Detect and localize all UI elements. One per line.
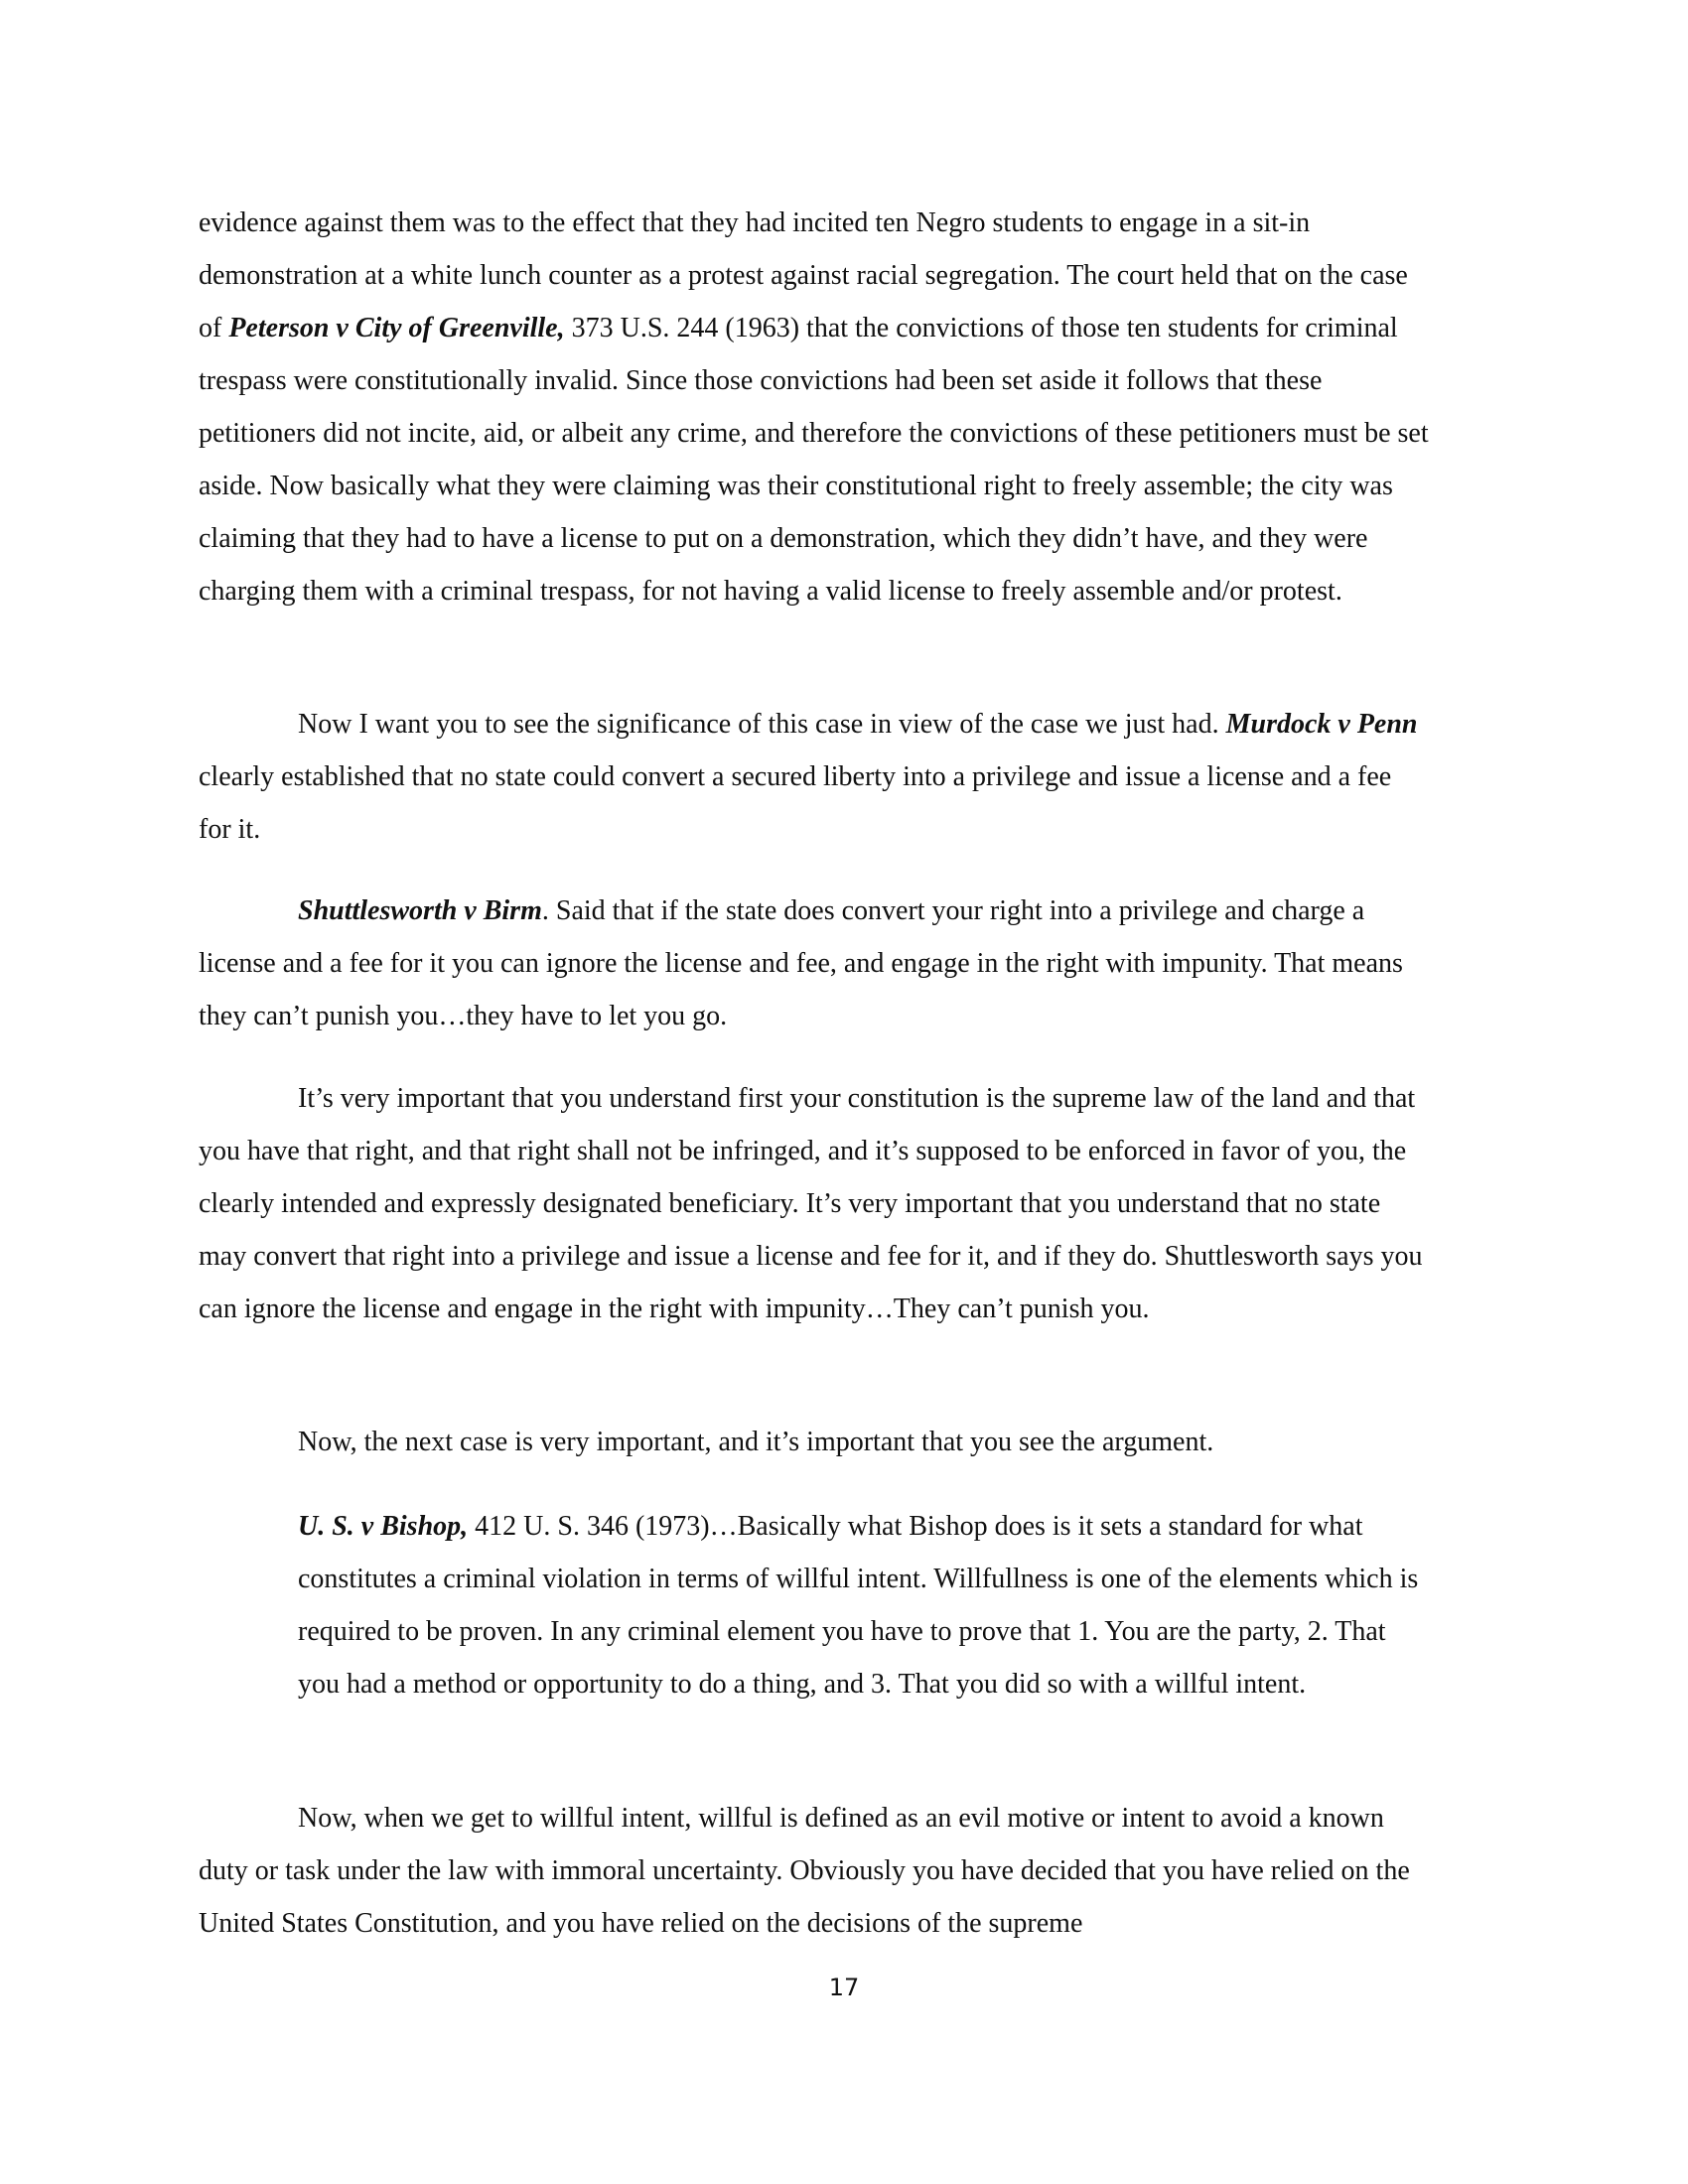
paragraph-peterson bbox=[199, 197, 1430, 617]
case-citation-murdock: Murdock v Penn bbox=[1225, 709, 1418, 740]
paragraph-text: Now, when we get to willful intent, willful is defined as an evil motive or intent to avoid a known duty or task under the law with immoral uncertainty. Obviously you have decided that you have relied on the United States Constitution, and you have relied on the decisions of the supreme bbox=[199, 1803, 1410, 1939]
page-number: 17 bbox=[828, 1974, 860, 2001]
paragraph-willful-intent bbox=[199, 1792, 1430, 1950]
paragraph-text bbox=[298, 1500, 1425, 1710]
paragraph-next-case bbox=[199, 1416, 1430, 1468]
paragraph-text bbox=[199, 197, 1430, 617]
paragraph-segment: evidence against them was to the effect that they had incited ten Negro students to engage in a sit-in demonstration at a white lunch counter as a protest against racial segregation. The court held that on the case of bbox=[199, 207, 1408, 343]
paragraph-bishop bbox=[298, 1500, 1425, 1710]
paragraph-text: Now, the next case is very important, and it’s important that you see the argument. bbox=[298, 1427, 1214, 1457]
case-citation-shuttlesworth: Shuttlesworth v Birm bbox=[298, 895, 542, 926]
paragraph-segment: 373 U.S. 244 (1963) that the convictions of those ten students for criminal trespass were constitutionally invalid. Since those convictions had been set aside it follows that these petitioners did not incite, aid, or albeit any crime, and therefore the convictions of these petitioners must be set aside. Now basically what they were claiming was their constitutional right to freely assemble; the city was claiming that they had to have a license to put on a demonstration, which they didn’t have, and they were charging them with a criminal trespass, for not having a valid license to freely assemble and/or protest. bbox=[199, 313, 1429, 607]
paragraph-text bbox=[199, 698, 1430, 856]
paragraph-segment: . Said that if the state does convert your right into a privilege and charge a license and a fee for it you can ignore the license and fee, and engage in the right with impunity. That means they can’t punish you…they have to let you go. bbox=[199, 895, 1403, 1031]
paragraph-segment: clearly established that no state could convert a secured liberty into a privilege and issue a license and a fee for it. bbox=[199, 761, 1392, 845]
paragraph-murdock bbox=[199, 698, 1430, 856]
case-citation-bishop: U. S. v Bishop, bbox=[298, 1511, 469, 1542]
paragraph-text bbox=[199, 885, 1430, 1042]
paragraph-constitution bbox=[199, 1072, 1430, 1335]
case-citation-peterson: Peterson v City of Greenville, bbox=[228, 313, 565, 343]
paragraph-segment: 412 U. S. 346 (1973)…Basically what Bishop does is it sets a standard for what constitutes a criminal violation in terms of willful intent. Willfullness is one of the elements which is required to be proven. In any criminal element you have to prove that 1. You are the party, 2. That you had a method or opportunity to do a thing, and 3. That you did so with a willful intent. bbox=[298, 1511, 1419, 1700]
paragraph-text: It’s very important that you understand first your constitution is the supreme law of the land and that you have that right, and that right shall not be infringed, and it’s supposed to be enforced in favor of you, the clearly intended and expressly designated beneficiary. It’s very important that you understand that no state may convert that right into a privilege and issue a license and fee for it, and if they do. Shuttlesworth says you can ignore the license and engage in the right with impunity…They can’t punish you. bbox=[199, 1083, 1423, 1324]
paragraph-segment: Now I want you to see the significance of this case in view of the case we just had. bbox=[298, 709, 1226, 740]
paragraph-shuttlesworth bbox=[199, 885, 1430, 1042]
